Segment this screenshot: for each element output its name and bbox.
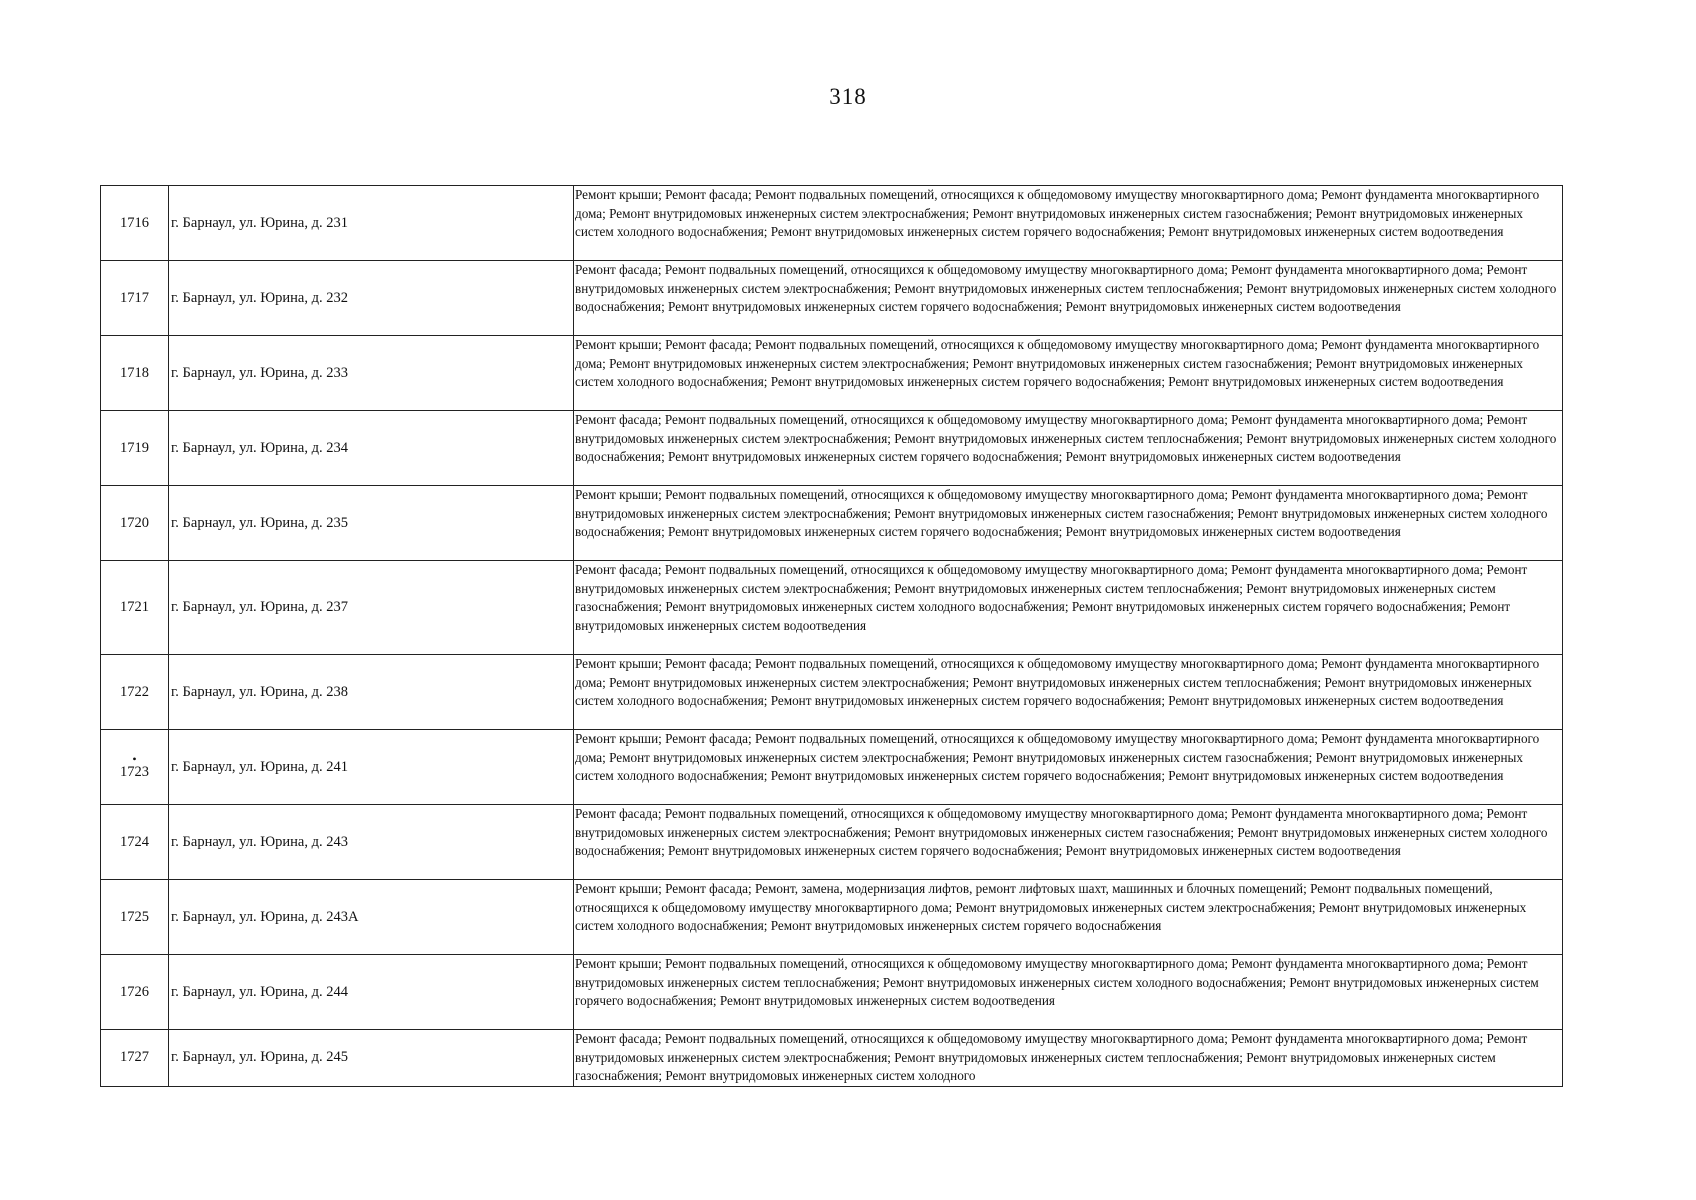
row-address: г. Барнаул, ул. Юрина, д. 235 (169, 486, 574, 561)
row-works: Ремонт фасада; Ремонт подвальных помещений, относящихся к общедомовому имуществу многоквартирного дома; Ремонт фундамента многоквартирного дома; Ремонт внутридомовых инженерных систем электроснабжения; Ремонт внутридомовых инженерных систем теплоснабжения; Ремонт внутридомовых инженерных систем холодного водоснабжения; Ремонт внутридомовых инженерных систем горячего водоснабжения; Ремонт внутридомовых инженерных систем водоотведения (574, 261, 1563, 336)
row-works: Ремонт крыши; Ремонт подвальных помещений, относящихся к общедомовому имуществу многоквартирного дома; Ремонт фундамента многоквартирного дома; Ремонт внутридомовых инженерных систем теплоснабжения; Ремонт внутридомовых инженерных систем холодного водоснабжения; Ремонт внутридомовых инженерных систем горячего водоснабжения; Ремонт внутридомовых инженерных систем водоотведения (574, 955, 1563, 1030)
row-address: г. Барнаул, ул. Юрина, д. 244 (169, 955, 574, 1030)
row-address: г. Барнаул, ул. Юрина, д. 233 (169, 336, 574, 411)
row-works: Ремонт крыши; Ремонт фасада; Ремонт подвальных помещений, относящихся к общедомовому имуществу многоквартирного дома; Ремонт фундамента многоквартирного дома; Ремонт внутридомовых инженерных систем электроснабжения; Ремонт внутридомовых инженерных систем газоснабжения; Ремонт внутридомовых инженерных систем холодного водоснабжения; Ремонт внутридомовых инженерных систем горячего водоснабжения; Ремонт внутридомовых инженерных систем водоотведения (574, 336, 1563, 411)
row-address: г. Барнаул, ул. Юрина, д. 245 (169, 1030, 574, 1087)
row-address: г. Барнаул, ул. Юрина, д. 234 (169, 411, 574, 486)
row-works: Ремонт фасада; Ремонт подвальных помещений, относящихся к общедомовому имуществу многоквартирного дома; Ремонт фундамента многоквартирного дома; Ремонт внутридомовых инженерных систем электроснабжения; Ремонт внутридомовых инженерных систем теплоснабжения; Ремонт внутридомовых инженерных систем холодного водоснабжения; Ремонт внутридомовых инженерных систем горячего водоснабжения; Ремонт внутридомовых инженерных систем водоотведения (574, 411, 1563, 486)
row-works: Ремонт крыши; Ремонт фасада; Ремонт подвальных помещений, относящихся к общедомовому имуществу многоквартирного дома; Ремонт фундамента многоквартирного дома; Ремонт внутридомовых инженерных систем электроснабжения; Ремонт внутридомовых инженерных систем газоснабжения; Ремонт внутридомовых инженерных систем холодного водоснабжения; Ремонт внутридомовых инженерных систем горячего водоснабжения; Ремонт внутридомовых инженерных систем водоотведения (574, 730, 1563, 805)
table-row (101, 805, 1563, 880)
row-number-cell (101, 730, 169, 805)
row-number: 1721 (101, 561, 169, 655)
row-works: Ремонт фасада; Ремонт подвальных помещений, относящихся к общедомовому имуществу многоквартирного дома; Ремонт фундамента многоквартирного дома; Ремонт внутридомовых инженерных систем электроснабжения; Ремонт внутридомовых инженерных систем теплоснабжения; Ремонт внутридомовых инженерных систем газоснабжения; Ремонт внутридомовых инженерных систем холодного водоснабжения; Ремонт внутридомовых инженерных систем горячего водоснабжения; Ремонт внутридомовых инженерных систем водоотведения (574, 561, 1563, 655)
table-row (101, 186, 1563, 261)
row-address: г. Барнаул, ул. Юрина, д. 241 (169, 730, 574, 805)
row-number: 1726 (101, 955, 169, 1030)
table-row (101, 411, 1563, 486)
page-number: 318 (829, 84, 867, 109)
row-works: Ремонт крыши; Ремонт фасада; Ремонт, замена, модернизация лифтов, ремонт лифтовых шахт, машинных и блочных помещений; Ремонт подвальных помещений, относящихся к общедомовому имуществу многоквартирного дома; Ремонт внутридомовых инженерных систем электроснабжения; Ремонт внутридомовых инженерных систем холодного водоснабжения; Ремонт внутридомовых инженерных систем горячего водоснабжения (574, 880, 1563, 955)
row-works: Ремонт крыши; Ремонт фасада; Ремонт подвальных помещений, относящихся к общедомовому имуществу многоквартирного дома; Ремонт фундамента многоквартирного дома; Ремонт внутридомовых инженерных систем электроснабжения; Ремонт внутридомовых инженерных систем газоснабжения; Ремонт внутридомовых инженерных систем холодного водоснабжения; Ремонт внутридомовых инженерных систем горячего водоснабжения; Ремонт внутридомовых инженерных систем водоотведения (574, 186, 1563, 261)
row-number: 1719 (101, 411, 169, 486)
row-works: Ремонт фасада; Ремонт подвальных помещений, относящихся к общедомовому имуществу многоквартирного дома; Ремонт фундамента многоквартирного дома; Ремонт внутридомовых инженерных систем электроснабжения; Ремонт внутридомовых инженерных систем теплоснабжения; Ремонт внутридомовых инженерных систем газоснабжения; Ремонт внутридомовых инженерных систем холодного (574, 1030, 1563, 1087)
table-row (101, 261, 1563, 336)
row-mark: • (132, 751, 137, 766)
row-number: 1724 (101, 805, 169, 880)
row-number: 1716 (101, 186, 169, 261)
table-row (101, 730, 1563, 805)
row-address: г. Барнаул, ул. Юрина, д. 243 (169, 805, 574, 880)
row-number: 1722 (101, 655, 169, 730)
table-row (101, 955, 1563, 1030)
table-row (101, 561, 1563, 655)
row-address: г. Барнаул, ул. Юрина, д. 232 (169, 261, 574, 336)
row-works: Ремонт фасада; Ремонт подвальных помещений, относящихся к общедомовому имуществу многоквартирного дома; Ремонт фундамента многоквартирного дома; Ремонт внутридомовых инженерных систем электроснабжения; Ремонт внутридомовых инженерных систем газоснабжения; Ремонт внутридомовых инженерных систем холодного водоснабжения; Ремонт внутридомовых инженерных систем горячего водоснабжения; Ремонт внутридомовых инженерных систем водоотведения (574, 805, 1563, 880)
table-row (101, 486, 1563, 561)
table-row (101, 655, 1563, 730)
row-number: 1717 (101, 261, 169, 336)
row-number: 1718 (101, 336, 169, 411)
row-number: 1720 (101, 486, 169, 561)
table-row (101, 880, 1563, 955)
row-address: г. Барнаул, ул. Юрина, д. 237 (169, 561, 574, 655)
row-works: Ремонт крыши; Ремонт фасада; Ремонт подвальных помещений, относящихся к общедомовому имуществу многоквартирного дома; Ремонт фундамента многоквартирного дома; Ремонт внутридомовых инженерных систем электроснабжения; Ремонт внутридомовых инженерных систем теплоснабжения; Ремонт внутридомовых инженерных систем холодного водоснабжения; Ремонт внутридомовых инженерных систем горячего водоснабжения; Ремонт внутридомовых инженерных систем водоотведения (574, 655, 1563, 730)
table-row (101, 1030, 1563, 1087)
row-address: г. Барнаул, ул. Юрина, д. 238 (169, 655, 574, 730)
row-works: Ремонт крыши; Ремонт подвальных помещений, относящихся к общедомовому имуществу многоквартирного дома; Ремонт фундамента многоквартирного дома; Ремонт внутридомовых инженерных систем электроснабжения; Ремонт внутридомовых инженерных систем газоснабжения; Ремонт внутридомовых инженерных систем холодного водоснабжения; Ремонт внутридомовых инженерных систем горячего водоснабжения; Ремонт внутридомовых инженерных систем водоотведения (574, 486, 1563, 561)
row-number: 1723 (120, 763, 149, 780)
row-number: 1725 (101, 880, 169, 955)
row-number: 1727 (101, 1030, 169, 1087)
table-row (101, 336, 1563, 411)
registry-table (100, 185, 1563, 1087)
row-address: г. Барнаул, ул. Юрина, д. 231 (169, 186, 574, 261)
row-address: г. Барнаул, ул. Юрина, д. 243А (169, 880, 574, 955)
